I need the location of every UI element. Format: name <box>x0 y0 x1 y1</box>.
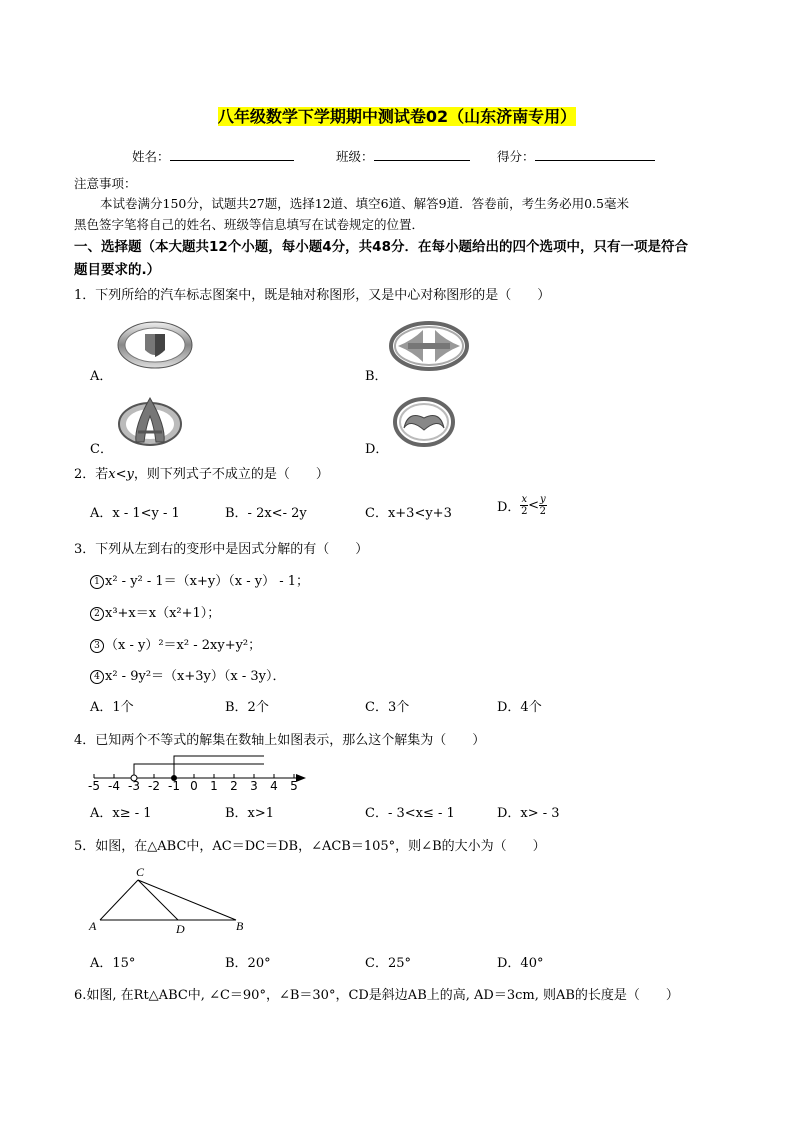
q4-option-b: B．x>1 <box>225 806 275 821</box>
name-field: 姓名： <box>132 147 294 165</box>
q4-stem: 4．已知两个不等式的解集在数轴上如图表示，那么这个解集为（ ） <box>74 733 486 748</box>
q2-option-d: D． $\frac{x}{2}$ < $\frac{y}{2}$ <box>497 494 546 517</box>
q1-label-d: D． <box>365 442 389 457</box>
q5-option-d: D．40° <box>497 956 544 971</box>
tick-label: -4 <box>108 779 120 793</box>
tick-label: -3 <box>128 779 140 793</box>
triangle-figure <box>86 862 256 934</box>
score-field: 得分： <box>497 147 655 165</box>
class-blank[interactable] <box>374 148 470 161</box>
score-blank[interactable] <box>535 148 655 161</box>
tick-label: 1 <box>210 779 218 793</box>
q5-option-b: B．20° <box>225 956 271 971</box>
tick-label: 5 <box>290 779 298 793</box>
label-d: D <box>176 922 185 934</box>
logo-b-icon <box>388 320 470 372</box>
q3-item-4: 4 x² - 9y²＝（x+3y）（x - 3y）． <box>90 665 285 684</box>
tick-label: 4 <box>270 779 278 793</box>
solution-line-lower <box>174 756 264 774</box>
name-blank[interactable] <box>170 148 294 161</box>
logo-d-icon <box>392 396 456 448</box>
logo-a-icon <box>116 320 194 370</box>
q5-stem: 5．如图，在△ABC中，AC＝DC＝DB，∠ACB＝105°，则∠B的大小为（ ） <box>74 839 546 854</box>
solution-line-upper <box>134 764 264 774</box>
q5-option-c: C．25° <box>365 956 411 971</box>
label-c: C <box>136 865 145 879</box>
side-ac <box>100 880 138 920</box>
q1-label-a: A． <box>90 369 113 384</box>
q3-option-c: C．3个 <box>365 700 410 715</box>
tick-label: 0 <box>190 779 198 793</box>
tick-label: -5 <box>88 779 100 793</box>
q1-label-c: C． <box>90 442 113 457</box>
q4-option-d: D．x> - 3 <box>497 806 560 821</box>
tick-label: 3 <box>250 779 258 793</box>
q5-option-a: A．15° <box>90 956 136 971</box>
page-title: 八年级数学下学期期中测试卷02（山东济南专用） <box>217 107 577 126</box>
q3-item-2: 2 x³+x＝x（x²+1）； <box>90 602 220 621</box>
segment-cd <box>138 880 178 920</box>
tick-label: 2 <box>230 779 238 793</box>
q3-item-3: 3 （x - y）²＝x² - 2xy+y²； <box>90 634 261 653</box>
notes-heading: 注意事项： <box>74 176 137 191</box>
class-field: 班级： <box>336 147 470 165</box>
q2-stem: 2．若x<y，则下列式子不成立的是（ ） <box>74 467 329 482</box>
q3-stem: 3．下列从左到右的变形中是因式分解的有（ ） <box>74 542 369 557</box>
q4-option-a: A．x≥ - 1 <box>90 806 152 821</box>
section-heading-2: 题目要求的.） <box>74 262 161 278</box>
notes-line-2: 黑色签字笔将自己的姓名、班级等信息填写在试卷规定的位置． <box>74 217 425 232</box>
q3-item-1: 1 x² - y² - 1＝（x+y）（x - y） - 1； <box>90 570 309 589</box>
q3-option-d: D．4个 <box>497 700 542 715</box>
q3-option-b: B．2个 <box>225 700 269 715</box>
logo-c-icon <box>116 396 184 448</box>
tick-label: -1 <box>168 779 180 793</box>
q2-option-a: A．x - 1<y - 1 <box>90 506 180 521</box>
q2-option-b: B．- 2x<- 2y <box>225 506 307 521</box>
tick-label: -2 <box>148 779 160 793</box>
label-a: A <box>89 919 97 933</box>
q2-option-c: C．x+3<y+3 <box>365 506 452 521</box>
q6-stem: 6.如图, 在Rt△ABC中, ∠C＝90°，∠B＝30°，CD是斜边AB上的高, AD＝3cm, 则AB的长度是（ ） <box>74 988 679 1003</box>
label-b: B <box>236 919 244 933</box>
q1-stem: 1．下列所给的汽车标志图案中，既是轴对称图形，又是中心对称图形的是（ ） <box>74 288 551 303</box>
q3-option-a: A．1个 <box>90 700 134 715</box>
notes-line-1: 本试卷满分150分，试题共27题，选择12道、填空6道、解答9道．答卷前，考生务必用0.5毫米 <box>100 196 629 211</box>
section-heading-1: 一、选择题（本大题共12个小题，每小题4分，共48分．在每小题给出的四个选项中，只有一项是符合 <box>74 239 688 255</box>
q1-label-b: B． <box>365 369 388 384</box>
number-line-labels <box>86 779 310 795</box>
side-cb <box>138 880 236 920</box>
q4-option-c: C．- 3<x≤ - 1 <box>365 806 455 821</box>
